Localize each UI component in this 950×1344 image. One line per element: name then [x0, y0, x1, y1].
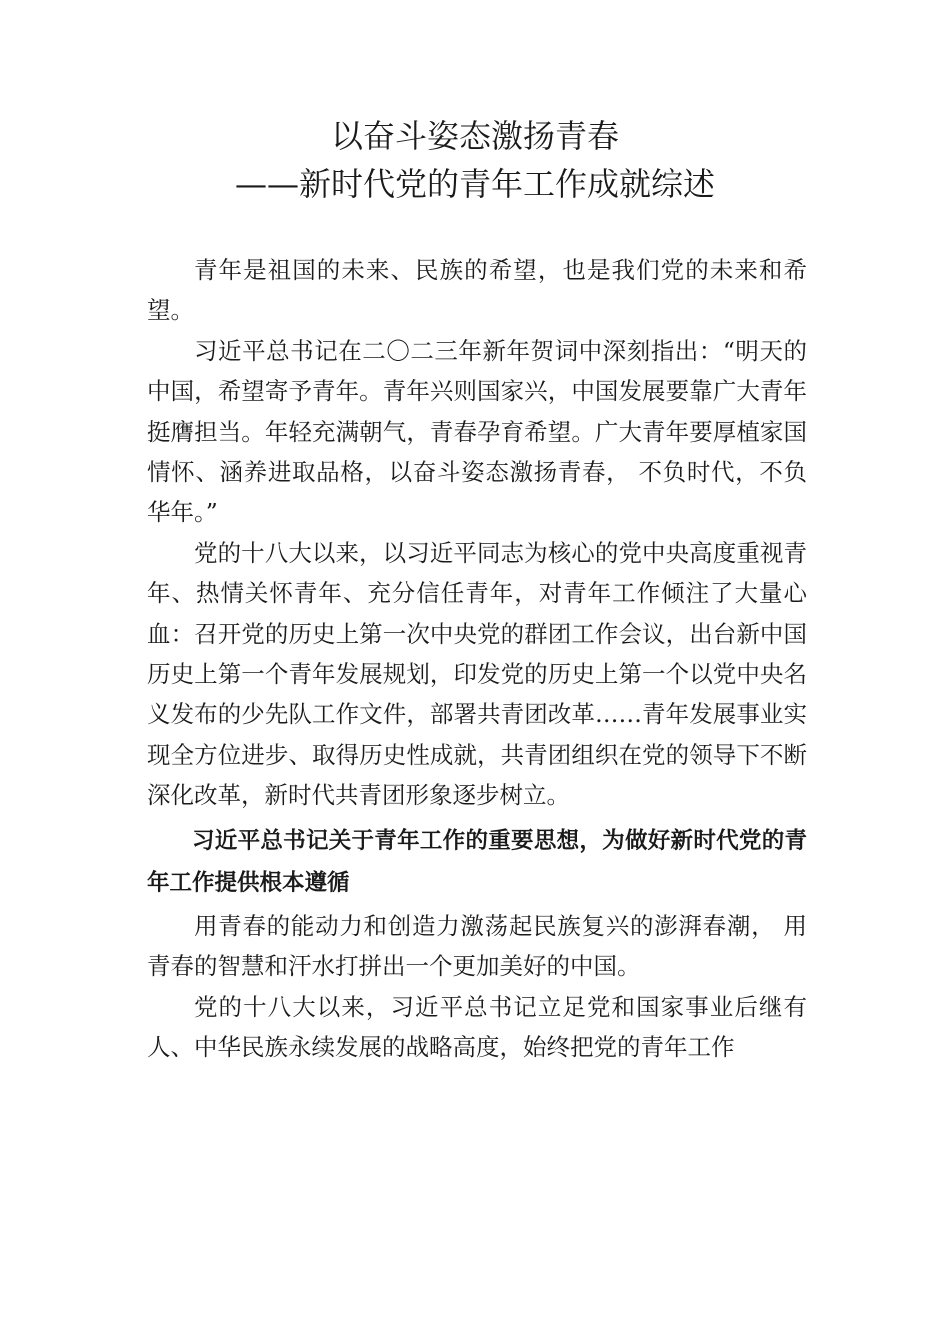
document-title: 以奋斗姿态激扬青春: [330, 117, 619, 155]
document-body: [147, 250, 807, 1067]
paragraph: 党的十八大以来，习近平总书记立足党和国家事业后继有人、中华民族永续发展的战略高度，始终把党的青年工作: [147, 992, 807, 1061]
paragraph: 青年是祖国的未来、民族的希望，也是我们党的未来和希望。: [147, 256, 807, 325]
paragraph: 党的十八大以来，以习近平同志为核心的党中央高度重视青年、热情关怀青年、充分信任青年，对青年工作倾注了大量心血：召开党的历史上第一次中央党的群团工作会议，出台新中国历史上第一个青年发展规划，印发党的历史上第一个以党中央名义发布的少先队工作文件，部署共青团改革……青年发展事业实现全方位进步、取得历史性成就，共青团组织在党的领导下不断深化改革，新时代共青团形象逐步树立。: [147, 538, 807, 810]
section-heading: 习近平总书记关于青年工作的重要思想，为做好新时代党的青年工作提供根本遵循: [147, 827, 807, 896]
document-subtitle: ——新时代党的青年工作成就综述: [234, 165, 715, 203]
paragraph: 习近平总书记在二〇二三年新年贺词中深刻指出：“明天的中国，希望寄予青年。青年兴则国家兴，中国发展要靠广大青年挺膺担当。年轻充满朝气，青春孕育希望。广大青年要厚植家国情怀、涵养进取品格，以奋斗姿态激扬青春， 不负时代，不负华年。”: [147, 336, 807, 527]
paragraph: 用青春的能动力和创造力激荡起民族复兴的澎湃春潮， 用青春的智慧和汗水打拼出一个更加美好的中国。: [147, 911, 807, 981]
